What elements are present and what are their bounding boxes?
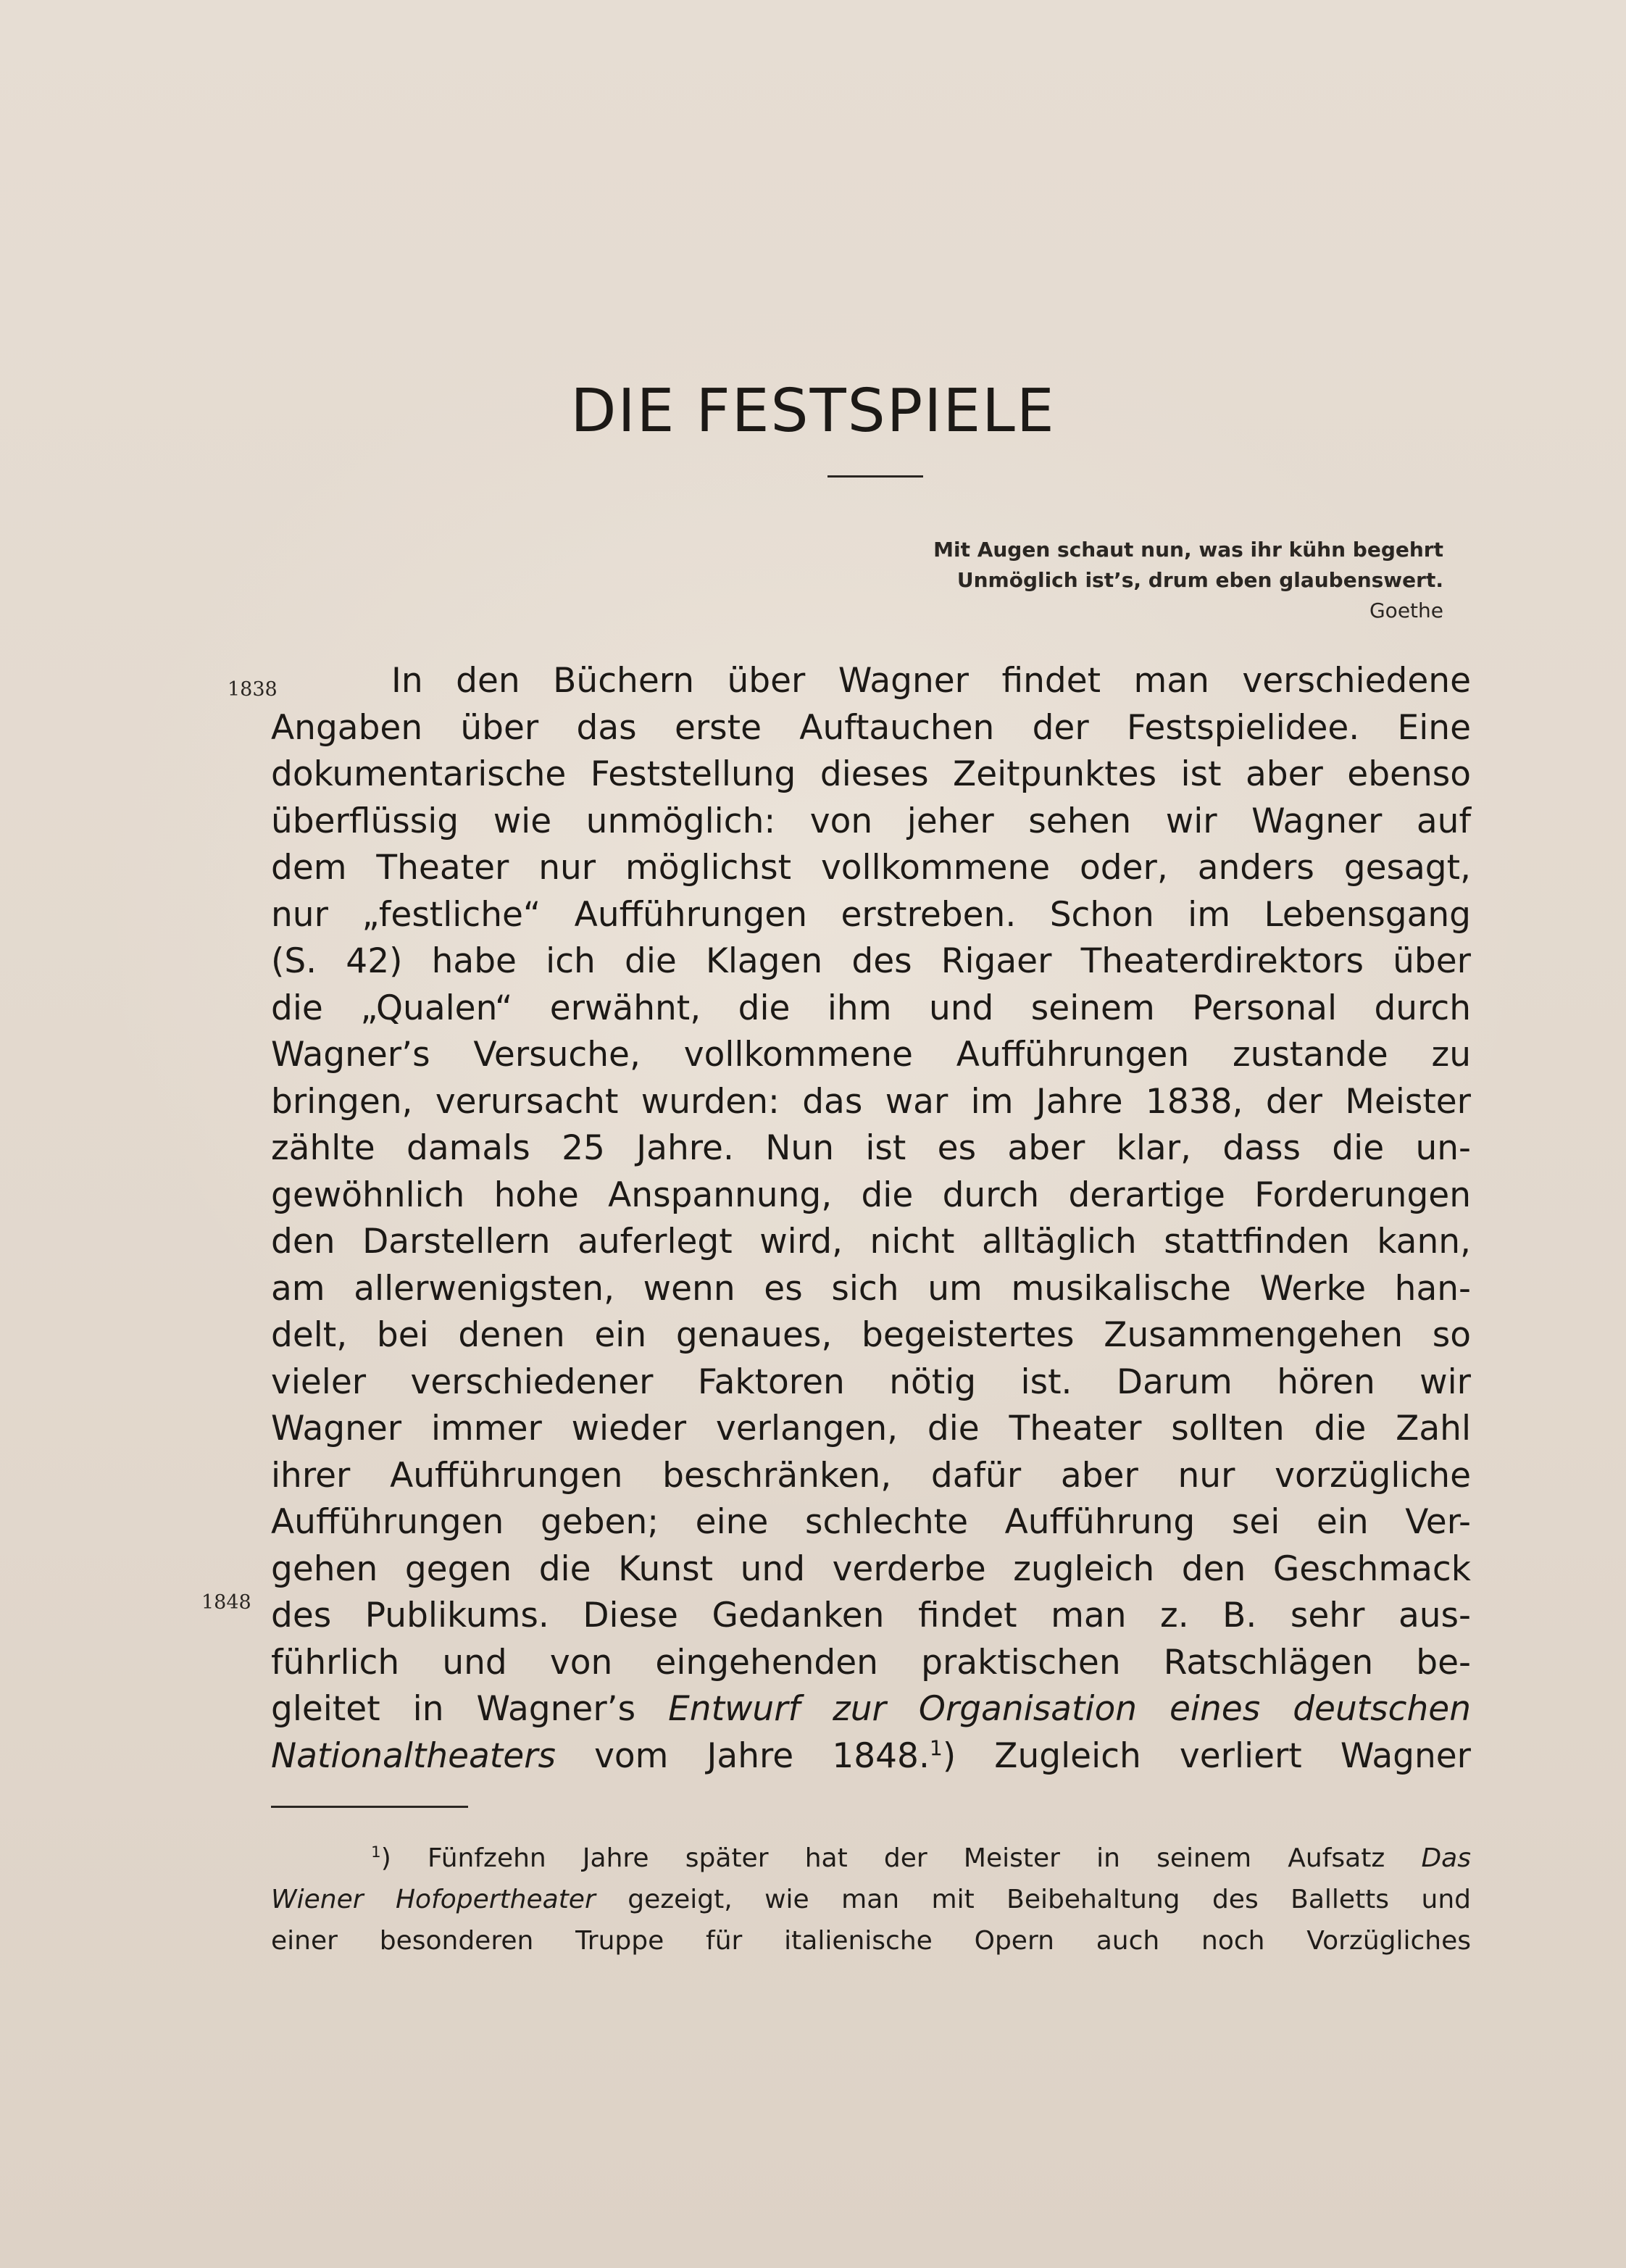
body-line: zählte damals 25 Jahre. Nun ist es aber klar, dass die un- <box>271 1128 1471 1168</box>
body-text-run: ) Zugleich verliert Wagner <box>942 1735 1471 1776</box>
body-line: dokumentarische Feststellung dieses Zeitpunktes ist aber ebenso <box>271 754 1471 794</box>
footnote-text-run: gezeigt, wie man mit Beibehaltung des Balletts und <box>595 1885 1471 1914</box>
body-line: gehen gegen die Kunst und verderbe zugleich den Geschmack <box>271 1548 1471 1589</box>
title-rule <box>827 475 923 478</box>
body-line: Wagner’s Versuche, vollkommene Aufführungen zustande zu <box>271 1035 1471 1075</box>
epigraph <box>725 535 1443 626</box>
body-text-run: vom Jahre 1848. <box>555 1735 930 1776</box>
body-text-run: gleitet in Wagner’s <box>271 1689 669 1729</box>
body-line: gewöhnlich hohe Anspannung, die durch derartige Forderungen <box>271 1175 1471 1215</box>
footnote-rule <box>271 1806 468 1808</box>
epigraph-line: Unmöglich ist’s, drum eben glaubenswert. <box>956 568 1443 592</box>
body-text <box>271 658 1471 1780</box>
body-line: Angaben über das erste Auftauchen der Festspielidee. Eine <box>271 707 1471 748</box>
italic-title-das: Das <box>1421 1843 1471 1873</box>
epigraph-author: Goethe <box>1369 599 1443 622</box>
epigraph-line: Mit Augen schaut nun, was ihr kühn begehrt <box>933 538 1443 562</box>
italic-title-nationaltheaters: Nationaltheaters <box>271 1735 556 1776</box>
body-line: Aufführungen geben; eine schlechte Aufführung sei ein Ver- <box>271 1502 1471 1542</box>
margin-year-1848: 1848 <box>201 1591 251 1614</box>
footnote-line <box>271 1838 1471 1879</box>
body-line: delt, bei denen ein genaues, begeistertes Zusammengehen so <box>271 1315 1471 1355</box>
footnote <box>271 1838 1471 1961</box>
body-line: (S. 42) habe ich die Klagen des Rigaer Theaterdirektors über <box>271 941 1471 981</box>
body-line: die „Qualen“ erwähnt, die ihm und seinem Personal durch <box>271 988 1471 1028</box>
body-line: Wagner immer wieder verlangen, die Theater sollten die Zahl <box>271 1409 1471 1448</box>
body-line: nur „festliche“ Aufführungen erstreben. Schon im Lebensgang <box>271 894 1471 935</box>
body-line: den Darstellern auferlegt wird, nicht alltäglich stattfinden kann, <box>271 1222 1471 1262</box>
footnote-text-run: ) Fünfzehn Jahre später hat der Meister in seinem Aufsatz <box>380 1843 1422 1873</box>
italic-title-entwurf: Entwurf zur Organisation eines deutschen <box>668 1689 1471 1729</box>
body-line: führlich und von eingehenden praktischen Ratschlägen be- <box>271 1642 1471 1683</box>
body-line <box>271 1686 1471 1733</box>
body-line: In den Büchern über Wagner findet man verschiedene <box>391 661 1471 701</box>
margin-year-1838: 1838 <box>228 678 278 701</box>
body-line: überflüssig wie unmöglich: von jeher sehen wir Wagner auf <box>271 801 1471 841</box>
body-line: am allerwenigsten, wenn es sich um musikalische Werke han- <box>271 1268 1471 1309</box>
body-line: dem Theater nur möglichst vollkommene oder, anders gesagt, <box>271 848 1471 888</box>
italic-title-hofopertheater: Wiener Hofopertheater <box>271 1885 596 1914</box>
footnote-line: einer besonderen Truppe für italienische Opern auch noch Vorzügliches <box>271 1926 1471 1956</box>
body-line <box>271 1733 1471 1780</box>
body-line: ihrer Aufführungen beschränken, dafür aber nur vorzügliche <box>271 1455 1471 1496</box>
body-line: vieler verschiedener Faktoren nötig ist. Darum hören wir <box>271 1362 1471 1402</box>
footnote-marker: 1 <box>371 1843 381 1861</box>
footnote-line <box>271 1879 1471 1920</box>
chapter-title: DIE FESTSPIELE <box>570 377 1056 446</box>
body-line: des Publikums. Diese Gedanken findet man z. B. sehr aus- <box>271 1596 1471 1635</box>
body-line: bringen, verursacht wurden: das war im Jahre 1838, der Meister <box>271 1081 1471 1122</box>
footnote-reference[interactable]: 1 <box>929 1735 943 1760</box>
